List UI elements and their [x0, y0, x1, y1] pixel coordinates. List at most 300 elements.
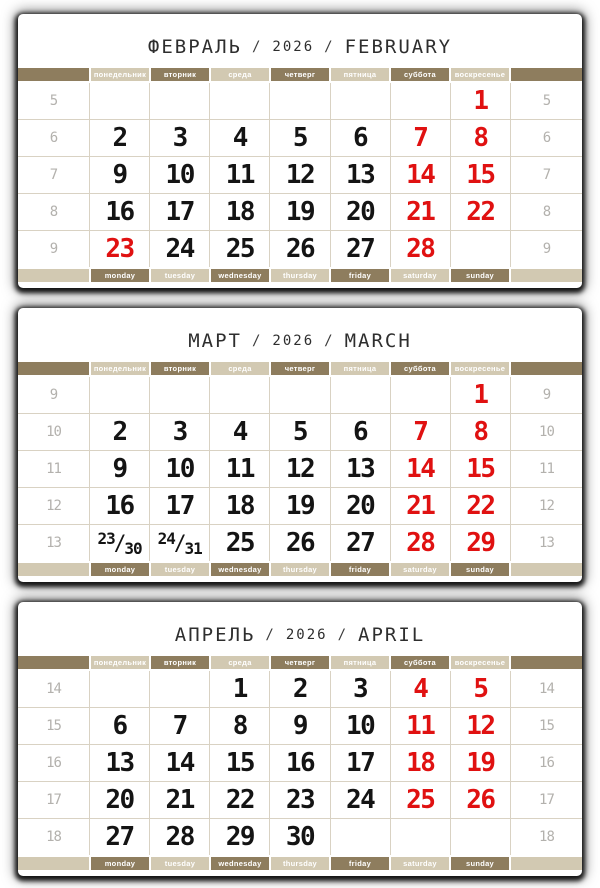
day-number: 27 [345, 234, 375, 264]
day-cell [270, 120, 329, 156]
dual-day [97, 528, 142, 558]
week-number-label: 5 [49, 93, 58, 109]
footer-corner-cell [18, 857, 89, 870]
weekday-footer-cell: monday [91, 269, 149, 282]
week-number-right [511, 451, 582, 487]
day-number: 26 [285, 234, 315, 264]
day-number: 21 [406, 197, 435, 227]
day-cell [331, 194, 390, 230]
day-number: 16 [105, 491, 134, 521]
week-number-right [511, 708, 582, 744]
dual-day-slash: / [113, 531, 126, 555]
weekday-footer-cell: wednesday [211, 857, 269, 870]
weekday-header-cell: пятница [331, 68, 389, 81]
week-number-right [511, 157, 582, 193]
day-cell [210, 708, 269, 744]
dual-day-slash: / [173, 531, 186, 555]
week-number-label: 11 [539, 461, 554, 477]
day-number: 12 [285, 160, 315, 190]
day-cell [331, 708, 390, 744]
week-number-left [18, 377, 89, 413]
footer-corner-cell [18, 563, 89, 576]
day-cell-empty [451, 819, 510, 855]
footer-corner-cell [511, 269, 582, 282]
weekday-header-cell: среда [211, 656, 269, 669]
day-number: 27 [105, 822, 134, 852]
week-number-label: 18 [539, 829, 554, 845]
week-number-right [511, 671, 582, 707]
day-cell [331, 120, 390, 156]
week-number-label: 13 [539, 535, 554, 551]
day-cell-empty [90, 83, 149, 119]
week-number-label: 12 [46, 498, 61, 514]
weekday-header-cell: воскресенье [451, 656, 509, 669]
weekday-header-cell: воскресенье [451, 68, 509, 81]
day-cell [331, 525, 390, 561]
dual-day-second: 30 [124, 538, 142, 558]
dual-day [157, 528, 202, 558]
week-number-left [18, 83, 89, 119]
weekday-footer-cell: friday [331, 269, 389, 282]
month-title [18, 330, 582, 352]
day-cell [90, 120, 149, 156]
day-cell [391, 671, 450, 707]
day-cell [451, 671, 510, 707]
day-cell [451, 120, 510, 156]
header-corner-cell [511, 656, 582, 669]
week-number-label: 9 [542, 387, 551, 403]
day-number: 4 [232, 417, 247, 447]
day-cell [391, 451, 450, 487]
month-title-en: APRIL [358, 624, 426, 646]
week-number-left [18, 120, 89, 156]
day-cell [150, 157, 209, 193]
day-cell [150, 819, 209, 855]
header-corner-cell [511, 68, 582, 81]
day-cell [90, 708, 149, 744]
day-cell [270, 525, 329, 561]
day-number: 24 [345, 785, 375, 815]
footer-corner-cell [511, 857, 582, 870]
day-cell [391, 708, 450, 744]
day-cell [150, 782, 209, 818]
day-number: 30 [285, 822, 315, 852]
day-cell [391, 782, 450, 818]
weekday-footer-en [18, 269, 582, 282]
weekday-footer-cell: saturday [391, 563, 449, 576]
day-cell [331, 782, 390, 818]
day-number: 12 [466, 711, 495, 741]
weekday-footer-cell: sunday [451, 857, 509, 870]
day-cell [90, 525, 149, 561]
week-number-left [18, 194, 89, 230]
week-number-label: 10 [539, 424, 554, 440]
weekday-header-cell: среда [211, 362, 269, 375]
day-cell [90, 194, 149, 230]
week-number-label: 9 [49, 387, 58, 403]
day-number: 3 [172, 417, 187, 447]
day-number: 15 [225, 748, 254, 778]
day-number: 2 [292, 674, 308, 704]
weekday-footer-cell: tuesday [151, 269, 209, 282]
weekday-footer-cell: tuesday [151, 857, 209, 870]
day-cell [451, 708, 510, 744]
day-cell [90, 782, 149, 818]
day-cell [451, 488, 510, 524]
day-cell [331, 414, 390, 450]
day-cell [451, 157, 510, 193]
day-cell-empty [270, 83, 329, 119]
week-number-right [511, 525, 582, 561]
weekday-header-cell: четверг [271, 656, 329, 669]
day-number: 9 [112, 454, 127, 484]
week-number-label: 12 [539, 498, 554, 514]
title-separator: / [251, 333, 263, 349]
day-cell [270, 745, 329, 781]
weekday-footer-cell: friday [331, 857, 389, 870]
week-number-left [18, 782, 89, 818]
day-cell [270, 451, 329, 487]
week-number-right [511, 377, 582, 413]
day-number: 26 [285, 528, 315, 558]
day-cell-empty [90, 377, 149, 413]
day-cell [451, 194, 510, 230]
day-number: 13 [345, 160, 375, 190]
weekday-header-cell: суббота [391, 362, 449, 375]
day-cell-empty [331, 83, 390, 119]
week-number-label: 16 [539, 755, 554, 771]
day-cell [391, 231, 450, 267]
month-block-february [18, 14, 582, 288]
day-cell [150, 451, 209, 487]
week-number-label: 7 [542, 167, 551, 183]
day-number: 8 [232, 711, 247, 741]
week-number-label: 8 [542, 204, 551, 220]
day-number: 6 [112, 711, 127, 741]
day-number: 13 [345, 454, 375, 484]
weekday-footer-cell: thursday [271, 857, 329, 870]
header-corner-cell [18, 68, 89, 81]
day-number: 21 [165, 785, 194, 815]
day-number: 10 [345, 711, 375, 741]
month-title [18, 624, 582, 646]
day-number: 16 [105, 197, 134, 227]
week-number-label: 14 [539, 681, 554, 697]
weekday-footer-cell: monday [91, 857, 149, 870]
day-number: 8 [473, 417, 488, 447]
weekday-header-cell: пятница [331, 362, 389, 375]
day-cell [90, 157, 149, 193]
day-number: 8 [473, 123, 488, 153]
title-separator: / [324, 39, 335, 55]
day-cell-empty [150, 83, 209, 119]
day-number: 17 [165, 491, 194, 521]
day-cell [210, 671, 269, 707]
day-cell [270, 708, 329, 744]
week-number-label: 9 [542, 241, 551, 257]
month-block-march [18, 308, 582, 582]
week-number-label: 8 [49, 204, 58, 220]
day-cell [391, 157, 450, 193]
week-number-label: 15 [46, 718, 61, 734]
day-number: 13 [105, 748, 134, 778]
month-title-ru: МАРТ [188, 330, 242, 352]
week-number-left [18, 819, 89, 855]
weekday-header-cell: понедельник [91, 656, 149, 669]
day-number: 14 [406, 454, 435, 484]
day-cell [331, 231, 390, 267]
day-cell [150, 488, 209, 524]
weekday-footer-cell: friday [331, 563, 389, 576]
day-cell [90, 488, 149, 524]
day-number: 5 [292, 417, 308, 447]
day-cell [90, 231, 149, 267]
weekday-footer-en [18, 563, 582, 576]
week-number-right [511, 231, 582, 267]
weekday-footer-en [18, 857, 582, 870]
dual-day-main: 24 [157, 528, 175, 548]
day-number: 28 [406, 528, 435, 558]
day-cell [391, 194, 450, 230]
day-number: 23 [105, 234, 134, 264]
day-number: 1 [473, 380, 488, 410]
day-number: 11 [225, 454, 254, 484]
day-cell [451, 745, 510, 781]
day-number: 27 [345, 528, 375, 558]
day-number: 11 [225, 160, 254, 190]
weekday-header-cell: четверг [271, 68, 329, 81]
weekday-header-cell: вторник [151, 362, 209, 375]
title-separator: / [251, 39, 263, 55]
week-number-label: 17 [46, 792, 61, 808]
footer-corner-cell [18, 269, 89, 282]
month-year: 2026 [285, 627, 328, 643]
month-title-en: MARCH [344, 330, 412, 352]
weekday-header-cell: четверг [271, 362, 329, 375]
day-cell-empty [150, 377, 209, 413]
day-number: 23 [285, 785, 315, 815]
weekday-header-cell: понедельник [91, 68, 149, 81]
weekday-header-cell: суббота [391, 656, 449, 669]
week-number-left [18, 671, 89, 707]
day-cell [331, 671, 390, 707]
day-number: 6 [353, 417, 368, 447]
week-number-label: 15 [539, 718, 554, 734]
day-cell [331, 157, 390, 193]
weekday-footer-cell: wednesday [211, 269, 269, 282]
day-number: 25 [225, 234, 254, 264]
day-number: 29 [466, 528, 495, 558]
day-cell [210, 819, 269, 855]
day-number: 18 [225, 197, 254, 227]
day-number: 17 [165, 197, 194, 227]
day-number: 10 [165, 454, 194, 484]
day-cell [150, 708, 209, 744]
week-number-left [18, 745, 89, 781]
day-cell [451, 377, 510, 413]
day-number: 9 [292, 711, 308, 741]
day-number: 3 [172, 123, 187, 153]
weekday-header-cell: вторник [151, 68, 209, 81]
day-number: 18 [225, 491, 254, 521]
day-cell [270, 414, 329, 450]
day-cell [391, 488, 450, 524]
day-number: 19 [285, 197, 315, 227]
day-number: 16 [285, 748, 315, 778]
week-number-left [18, 157, 89, 193]
week-number-left [18, 525, 89, 561]
weekday-footer-cell: wednesday [211, 563, 269, 576]
day-cell [90, 414, 149, 450]
day-number: 20 [105, 785, 134, 815]
day-number: 17 [345, 748, 375, 778]
day-cell [150, 745, 209, 781]
day-number: 18 [406, 748, 435, 778]
week-number-left [18, 414, 89, 450]
day-cell [210, 488, 269, 524]
title-separator: / [324, 333, 335, 349]
day-cell [210, 157, 269, 193]
day-number: 22 [225, 785, 254, 815]
day-cell-empty [391, 83, 450, 119]
day-cell [150, 194, 209, 230]
day-number: 22 [466, 197, 495, 227]
day-cell-empty [391, 819, 450, 855]
day-number: 15 [466, 160, 495, 190]
day-cell-empty [150, 671, 209, 707]
day-number: 3 [353, 674, 368, 704]
day-cell [210, 745, 269, 781]
day-number: 19 [285, 491, 315, 521]
day-cell [210, 451, 269, 487]
day-number: 29 [225, 822, 254, 852]
day-cell-empty [451, 231, 510, 267]
day-cell [210, 525, 269, 561]
week-number-label: 6 [49, 130, 58, 146]
week-number-label: 6 [542, 130, 551, 146]
day-number: 19 [466, 748, 495, 778]
weekday-header-cell: среда [211, 68, 269, 81]
week-number-label: 18 [46, 829, 61, 845]
weekday-footer-cell: sunday [451, 269, 509, 282]
day-cell [150, 231, 209, 267]
week-number-right [511, 745, 582, 781]
day-cell [210, 120, 269, 156]
day-cell [391, 414, 450, 450]
day-cell [270, 488, 329, 524]
header-corner-cell [18, 656, 89, 669]
day-number: 1 [473, 86, 488, 116]
day-cell [451, 451, 510, 487]
day-number: 28 [406, 234, 435, 264]
day-number: 20 [345, 491, 375, 521]
day-cell [270, 819, 329, 855]
weekday-header-ru [18, 68, 582, 81]
week-number-right [511, 782, 582, 818]
day-number: 6 [353, 123, 368, 153]
day-cell [270, 782, 329, 818]
month-title-ru: АПРЕЛЬ [174, 624, 256, 646]
month-year: 2026 [272, 39, 315, 55]
day-number: 12 [285, 454, 315, 484]
weekday-footer-cell: saturday [391, 857, 449, 870]
week-number-right [511, 414, 582, 450]
title-separator: / [337, 627, 349, 643]
day-cell-empty [331, 819, 390, 855]
day-cell [451, 83, 510, 119]
day-cell [90, 819, 149, 855]
month-title-en: FEBRUARY [344, 36, 453, 58]
week-number-label: 14 [46, 681, 61, 697]
day-cell [150, 414, 209, 450]
weekday-header-cell: понедельник [91, 362, 149, 375]
week-number-label: 7 [49, 167, 58, 183]
day-cell-empty [270, 377, 329, 413]
month-title [18, 36, 582, 58]
day-cell-empty [391, 377, 450, 413]
week-number-label: 10 [46, 424, 61, 440]
day-cell [391, 745, 450, 781]
day-number: 26 [466, 785, 495, 815]
weekday-footer-cell: thursday [271, 269, 329, 282]
month-title-ru: ФЕВРАЛЬ [147, 36, 242, 58]
weekday-footer-cell: saturday [391, 269, 449, 282]
header-corner-cell [511, 362, 582, 375]
dual-day-second: 31 [184, 538, 202, 558]
day-number: 4 [232, 123, 247, 153]
day-number: 2 [112, 123, 127, 153]
day-number: 5 [292, 123, 308, 153]
day-number: 14 [406, 160, 435, 190]
day-cell [150, 120, 209, 156]
day-number: 24 [165, 234, 194, 264]
week-number-label: 16 [46, 755, 61, 771]
day-number: 4 [413, 674, 428, 704]
day-number: 10 [165, 160, 194, 190]
day-number: 25 [406, 785, 435, 815]
day-cell [210, 782, 269, 818]
day-number: 14 [165, 748, 194, 778]
calendar-grid [18, 377, 582, 561]
day-cell [90, 451, 149, 487]
weekday-header-cell: пятница [331, 656, 389, 669]
week-number-left [18, 451, 89, 487]
week-number-left [18, 231, 89, 267]
day-number: 22 [466, 491, 495, 521]
week-number-label: 5 [542, 93, 551, 109]
day-cell-empty [90, 671, 149, 707]
weekday-header-cell: вторник [151, 656, 209, 669]
day-cell [90, 745, 149, 781]
day-cell [270, 231, 329, 267]
day-number: 9 [112, 160, 127, 190]
weekday-footer-cell: monday [91, 563, 149, 576]
day-cell [391, 120, 450, 156]
weekday-header-cell: суббота [391, 68, 449, 81]
day-number: 7 [172, 711, 187, 741]
week-number-right [511, 819, 582, 855]
weekday-header-ru [18, 656, 582, 669]
day-number: 2 [112, 417, 127, 447]
day-number: 15 [466, 454, 495, 484]
day-cell [331, 488, 390, 524]
weekday-footer-cell: tuesday [151, 563, 209, 576]
title-separator: / [265, 627, 276, 643]
day-cell [210, 231, 269, 267]
header-corner-cell [18, 362, 89, 375]
dual-day-main: 23 [97, 528, 115, 548]
day-cell-empty [210, 377, 269, 413]
